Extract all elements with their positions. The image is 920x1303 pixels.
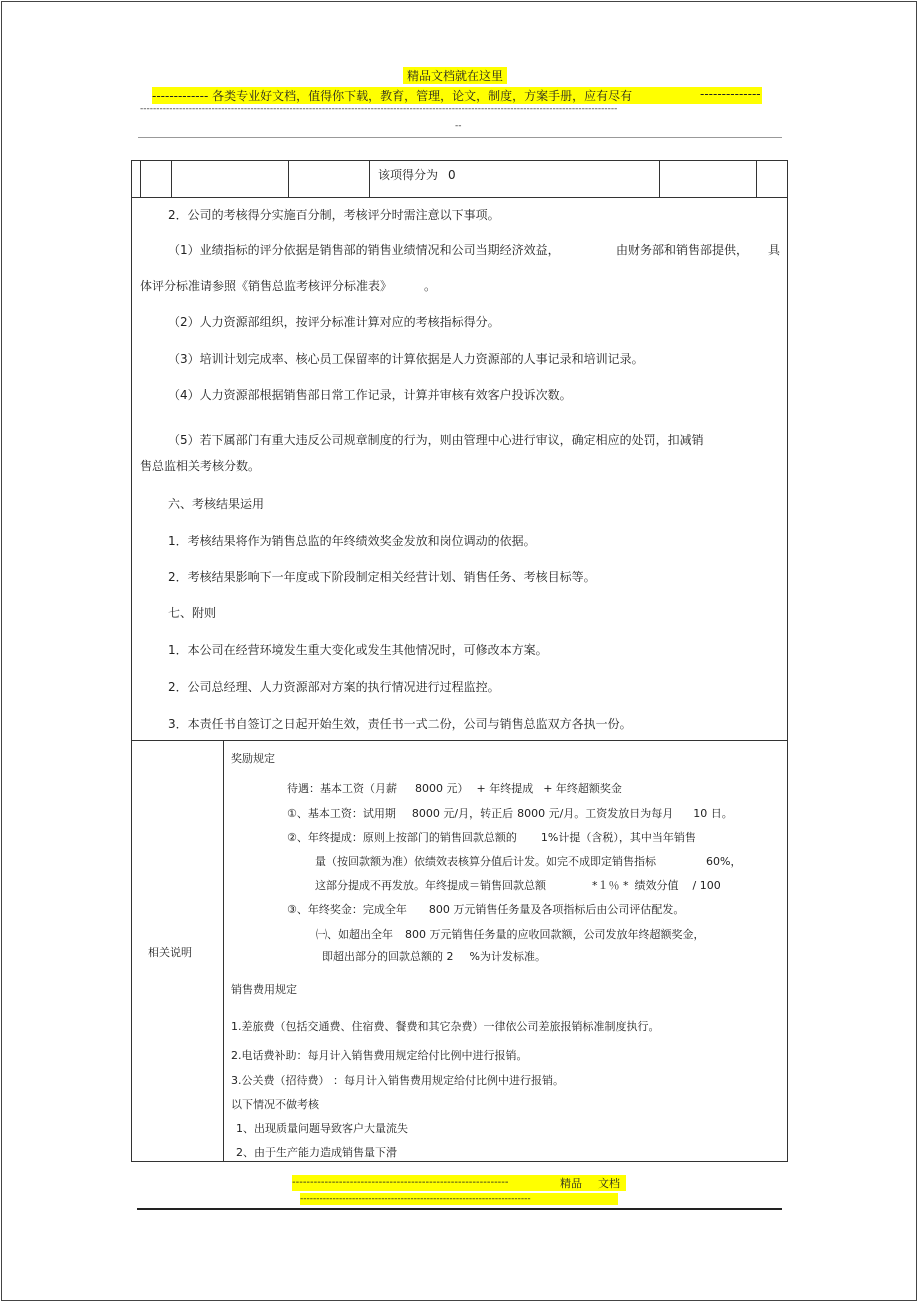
reward-line-2: ①、基本工资：试用期 8000 元/月，转正后 8000 元/月。工资发放日为每月 10 日。 <box>287 807 733 820</box>
notes-label: 相关说明 <box>148 946 192 959</box>
top-table-col <box>756 160 757 198</box>
body-left-border <box>131 198 132 740</box>
expense-title: 销售费用规定 <box>231 983 297 996</box>
body-p9: 1．本公司在经营环境发生重大变化或发生其他情况时，可修改本方案。 <box>168 643 548 657</box>
expense-1: 1.差旅费（包括交通费、住宿费、餐费和其它杂费）一律依公司差旅报销标准制度执行。 <box>231 1020 660 1033</box>
exempt-title: 以下情况不做考核 <box>231 1098 319 1111</box>
header-title: 精品文档就在这里 <box>403 67 507 84</box>
body-p2d: 体评分标准请参照《销售总监考核评分标准表》 <box>140 279 393 293</box>
reward-title: 奖励规定 <box>231 752 275 765</box>
body-p7: 1．考核结果将作为销售总监的年终绩效奖金发放和岗位调动的依据。 <box>168 534 536 548</box>
score-text: 该项得分为 0 <box>378 168 456 182</box>
score-value: 0 <box>448 168 456 182</box>
footer-banner <box>292 1175 626 1191</box>
footer-label-b: 文档 <box>598 1177 620 1190</box>
body-p3: （2）人力资源部组织，按评分标准计算对应的考核指标得分。 <box>168 315 500 329</box>
banner-left-dashes: ------------- <box>152 89 209 103</box>
footer-dashes-bottom: ----------------------------------------------------------------------- <box>300 1193 618 1205</box>
body-p10: 2．公司总经理、人力资源部对方案的执行情况进行过程监控。 <box>168 680 500 694</box>
reward-line-5: 这部分提成不再发放。年终提成＝销售回款总额 *１％ * 绩效分值 / 100 <box>315 879 721 892</box>
banner-right-dashes: -------------- <box>700 87 761 101</box>
header-rule-tail: -- <box>455 121 462 131</box>
exempt-2: 2、由于生产能力造成销售量下滑 <box>236 1146 397 1159</box>
body-p6b: 售总监相关考核分数。 <box>140 459 261 473</box>
section-7-heading: 七、附则 <box>168 606 217 620</box>
expense-3: 3.公关费（招待费） ：每月计入销售费用规定给付比例中进行报销。 <box>231 1074 564 1087</box>
footer-dashes-left: ------------------------------------------------------------ <box>292 1177 509 1188</box>
body-p5: （4）人力资源部根据销售部日常工作记录，计算并审核有效客户投诉次数。 <box>168 388 572 402</box>
body-p2e: 。 <box>424 279 437 293</box>
reward-line-6: ③、年终奖金：完成全年 800 万元销售任务量及各项指标后由公司评估配发。 <box>287 903 685 916</box>
reward-line-1: 待遇：基本工资（月薪 8000 元） + 年终提成 + 年终超额奖金 <box>287 782 622 795</box>
exempt-1: 1、出现质量问题导致客户大量流失 <box>236 1122 408 1135</box>
section-6-heading: 六、考核结果运用 <box>168 497 265 511</box>
footer-rule <box>137 1208 782 1210</box>
reward-line-4: 量（按回款额为准）依绩效表核算分值后计发。如完不成即定销售指标 60%， <box>315 855 742 868</box>
top-table-col <box>288 160 289 198</box>
top-table <box>131 160 788 198</box>
top-table-col <box>659 160 660 198</box>
top-table-col <box>171 160 172 198</box>
header-banner <box>152 87 762 104</box>
body-p1: 2．公司的考核得分实施百分制，考核评分时需注意以下事项。 <box>168 208 500 222</box>
banner-text: 各类专业好文档，值得你下载，教育，管理，论文，制度，方案手册，应有尽有 <box>212 89 633 103</box>
header-divider <box>138 137 782 138</box>
body-p2b: 由财务部和销售部提供， <box>616 243 749 257</box>
expense-2: 2.电话费补助：每月计入销售费用规定给付比例中进行报销。 <box>231 1049 528 1062</box>
body-p6a: （5）若下属部门有重大违反公司规章制度的行为，则由管理中心进行审议，确定相应的处罚，扣减销 <box>168 433 704 447</box>
notes-table-divider <box>223 740 224 1162</box>
body-p4: （3）培训计划完成率、核心员工保留率的计算依据是人力资源部的人事记录和培训记录。 <box>168 352 644 366</box>
header-rule-dashes: --------------------------------------------------------------------------------------------------------------------------------------------------- <box>140 104 618 114</box>
footer-label-a: 精品 <box>560 1177 582 1190</box>
top-table-col <box>369 160 370 198</box>
body-p11: 3．本责任书自签订之日起开始生效，责任书一式二份，公司与销售总监双方各执一份。 <box>168 717 632 731</box>
body-p2a: （1）业绩指标的评分依据是销售部的销售业绩情况和公司当期经济效益， <box>168 243 560 257</box>
body-right-border <box>787 198 788 740</box>
reward-line-3: ②、年终提成：原则上按部门的销售回款总额的 1%计提（含税），其中当年销售 <box>287 831 696 844</box>
reward-line-7: ㈠、如超出全年 800 万元销售任务量的应收回款额，公司发放年终超额奖金， <box>316 928 705 941</box>
body-p8: 2．考核结果影响下一年度或下阶段制定相关经营计划、销售任务、考核目标等。 <box>168 570 596 584</box>
reward-line-8: 即超出部分的回款总额的 2 %为计发标准。 <box>322 950 546 963</box>
top-table-col <box>140 160 141 198</box>
body-p2c: 具 <box>768 243 781 257</box>
